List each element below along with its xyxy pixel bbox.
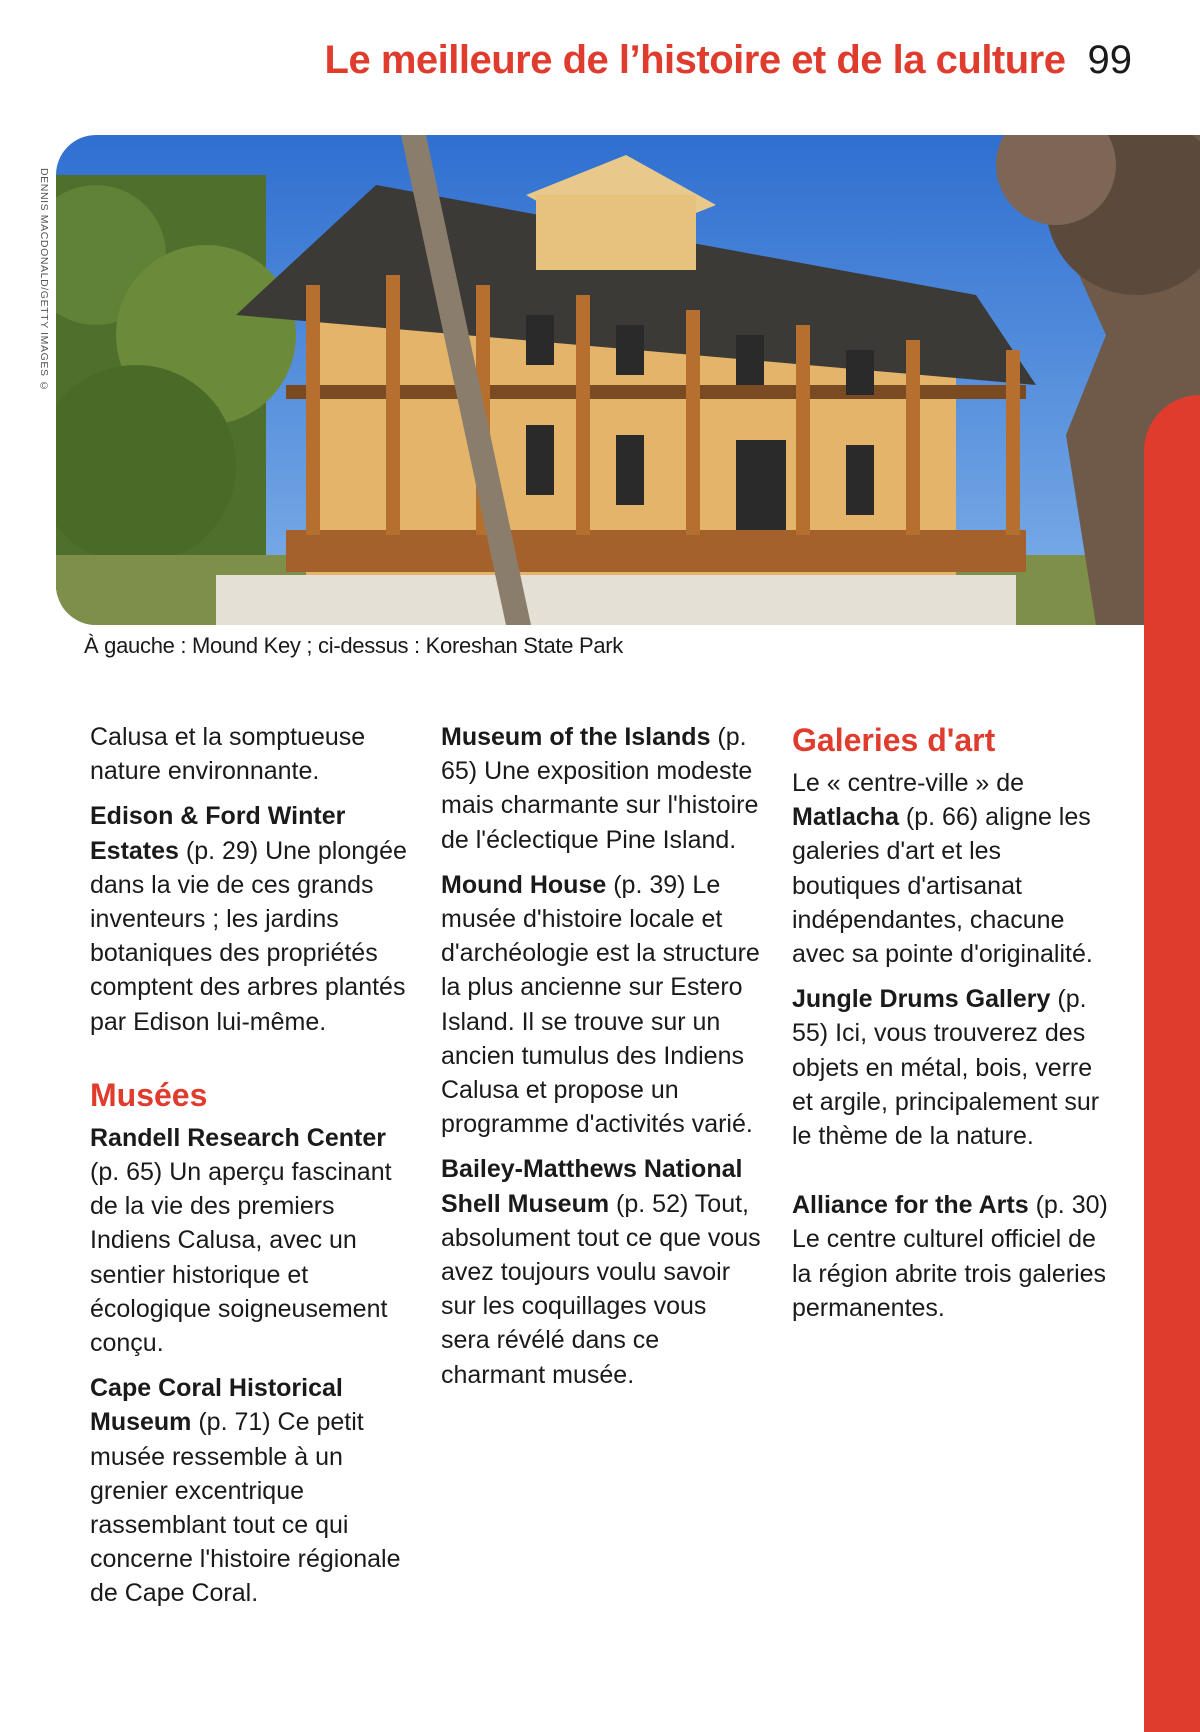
entry-name: Jungle Drums Gallery — [792, 985, 1051, 1014]
page-number: 99 — [1087, 38, 1132, 82]
entry-text: (p. 29) Une plongée dans la vie de ces grands inventeurs ; les jardins botaniques des propriétés comptent des arbres plantés par Edison lui-même. — [90, 836, 407, 1036]
entry-text: (p. 65) Un aperçu fascinant de la vie des premiers Indiens Calusa, avec un sentier historique et écologique soigneusement conçu. — [90, 1158, 392, 1358]
red-edge-tab — [1144, 395, 1200, 1732]
list-item — [792, 982, 1112, 1153]
list-item — [441, 720, 761, 857]
entry-name: Museum of the Islands — [441, 723, 711, 751]
list-item — [90, 1371, 410, 1610]
photo-caption: À gauche : Mound Key ; ci-dessus : Koreshan State Park — [84, 633, 623, 658]
list-item — [90, 799, 410, 1038]
list-item — [792, 1188, 1112, 1325]
column-3 — [792, 720, 1112, 1336]
entry-text: (p. 52) Tout, absolument tout ce que vous avez toujours voulu savoir sur les coquillages vous sera révélé dans ce charmant musée. — [441, 1189, 761, 1389]
entry-text: (p. 66) aligne les galeries d'art et les boutiques d'artisanat indépendantes, chacune avec sa pointe d'originalité. — [792, 803, 1093, 969]
entry-name: Randell Research Center — [90, 1123, 386, 1152]
page-title: Le meilleure de l’histoire et de la culture — [324, 38, 1066, 82]
photo-credit: DENNIS MACDONALD/GETTY IMAGES © — [38, 168, 50, 393]
entry-text: (p. 30) Le centre culturel officiel de la région abrite trois galeries permanentes. — [792, 1191, 1108, 1322]
column-2 — [441, 720, 761, 1403]
entry-name: Mound House — [441, 870, 607, 899]
entry-name: Alliance for the Arts — [792, 1191, 1029, 1220]
entry-name: Matlacha — [792, 803, 899, 832]
list-item — [90, 1121, 410, 1360]
entry-text: (p. 39) Le musée d'histoire locale et d'archéologie est la structure la plus ancienne sur Estero Island. Il se trouve sur un ancien tumulus des Indiens Calusa et propose un programme d'activités varié. — [441, 870, 760, 1139]
list-item — [441, 868, 761, 1142]
spacer — [792, 1164, 1112, 1188]
entry-name: Bailey-Matthews National Shell Museum — [441, 1155, 743, 1218]
list-item — [792, 766, 1112, 971]
entry-text: (p. 55) Ici, vous trouverez des objets en métal, bois, verre et argile, principalement sur le thème de la nature. — [792, 985, 1100, 1151]
page-header — [325, 38, 1132, 83]
intro-text: Calusa et la somptueuse nature environnante. — [90, 723, 366, 786]
entry-name: Cape Coral Historical Museum — [90, 1374, 343, 1437]
section-heading-musees: Musées — [90, 1076, 208, 1113]
entry-name: Edison & Ford Winter Estates — [90, 802, 346, 865]
entry-text: Le « centre-ville » de — [792, 769, 1025, 797]
list-item — [441, 1152, 761, 1391]
column-1 — [90, 720, 410, 1622]
koreshan-photo — [56, 135, 1200, 625]
entry-text: (p. 65) Une exposition modeste mais charmante sur l'histoire de l'éclectique Pine Island. — [441, 723, 759, 854]
entry-text: (p. 71) Ce petit musée ressemble à un grenier excentrique rassemblant tout ce qui concerne l'histoire régionale de Cape Coral. — [90, 1408, 401, 1608]
section-heading-galeries: Galeries d'art — [792, 722, 996, 758]
